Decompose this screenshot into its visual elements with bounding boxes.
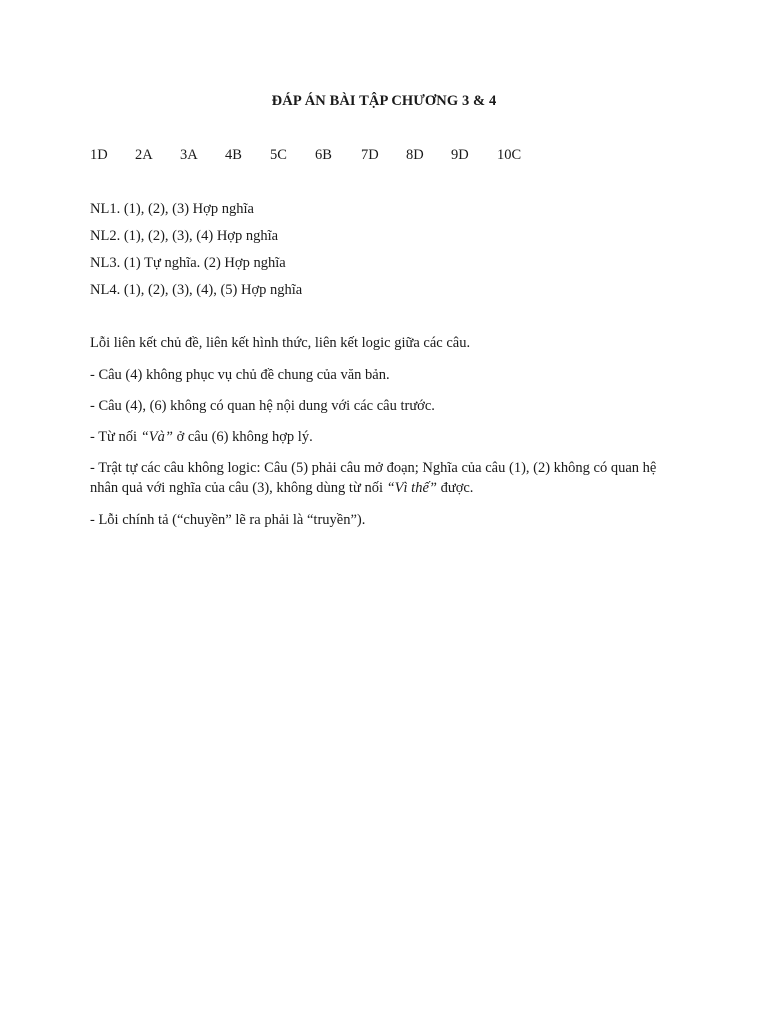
- error-italic-term: “Và”: [140, 429, 173, 445]
- error-item: [90, 458, 680, 498]
- answer-item: 3A: [180, 147, 198, 163]
- error-text: - Từ nối: [90, 429, 141, 445]
- nl-answer-line: NL3. (1) Tự nghĩa. (2) Hợp nghĩa: [90, 255, 286, 271]
- document-title: ĐÁP ÁN BÀI TẬP CHƯƠNG 3 & 4: [271, 93, 497, 109]
- error-item: - Lỗi chính tả (“chuyền” lẽ ra phải là “truyền”).: [90, 512, 366, 528]
- error-item: - Câu (4) không phục vụ chủ đề chung của văn bản.: [90, 367, 390, 383]
- error-text: được.: [436, 480, 474, 496]
- error-text: - Trật tự các câu không logic: Câu (5) phải câu mở đoạn; Nghĩa của câu (1), (2) không có quan hệ nhân quả với nghĩa của câu (3), không dùng từ nối: [90, 460, 657, 496]
- answer-item: 7D: [361, 147, 379, 163]
- answer-item: 4B: [225, 147, 242, 163]
- error-text: ở câu (6) không hợp lý.: [172, 429, 313, 445]
- nl-answer-line: NL2. (1), (2), (3), (4) Hợp nghĩa: [90, 228, 279, 244]
- answer-item: 6B: [315, 147, 332, 163]
- nl-answer-line: NL1. (1), (2), (3) Hợp nghĩa: [90, 201, 254, 217]
- nl-answer-line: NL4. (1), (2), (3), (4), (5) Hợp nghĩa: [90, 282, 303, 298]
- error-item: [90, 427, 680, 447]
- answer-item: 9D: [451, 147, 469, 163]
- error-item: - Câu (4), (6) không có quan hệ nội dung với các câu trước.: [90, 398, 435, 414]
- errors-intro: Lỗi liên kết chủ đề, liên kết hình thức, liên kết logic giữa các câu.: [90, 335, 471, 351]
- error-italic-term: “Vì thế”: [386, 480, 437, 496]
- answer-item: 2A: [135, 147, 153, 163]
- answer-item: 8D: [406, 147, 424, 163]
- answer-item: 10C: [497, 147, 522, 163]
- answer-item: 1D: [90, 147, 108, 163]
- answer-item: 5C: [270, 147, 287, 163]
